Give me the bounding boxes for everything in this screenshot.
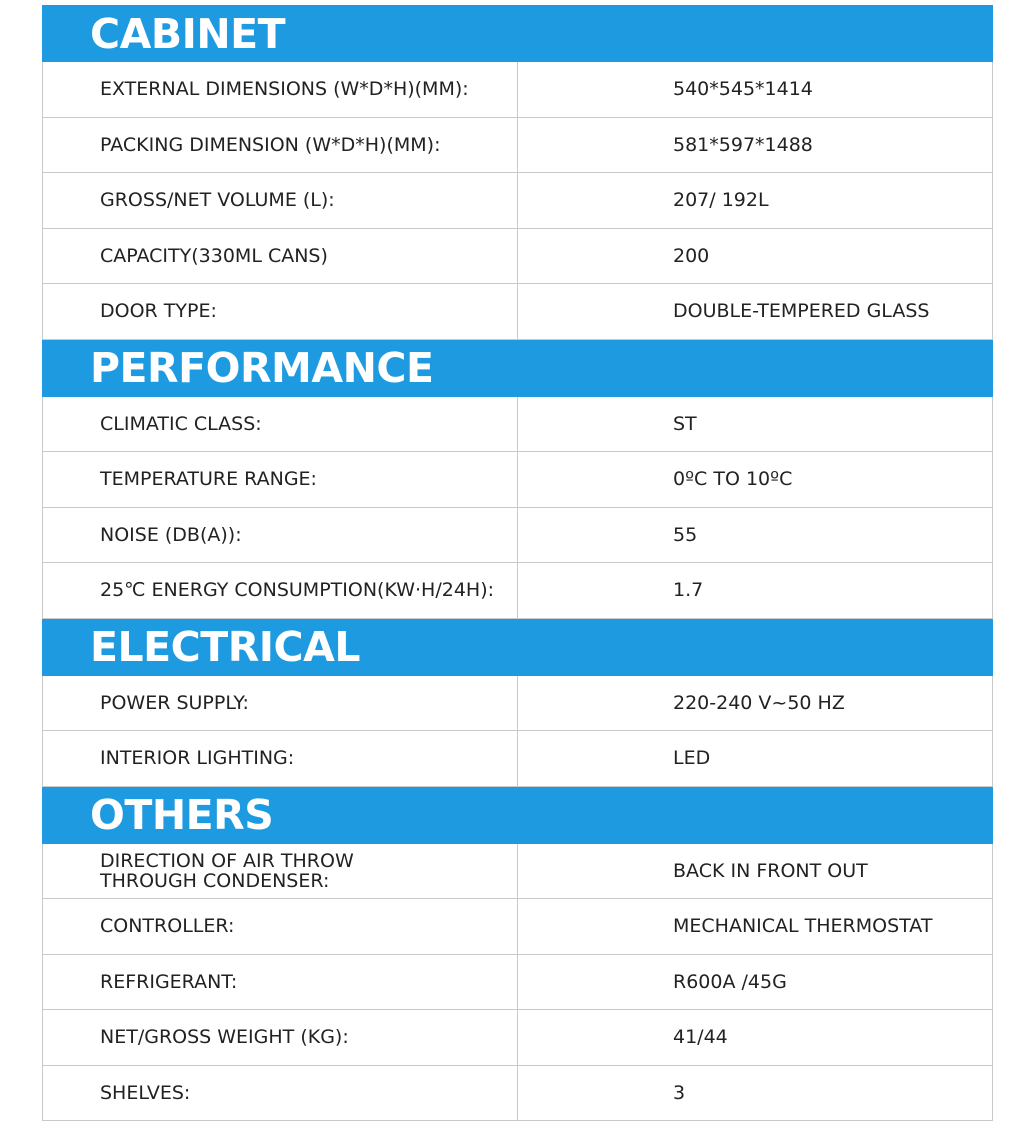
spec-value: 200 bbox=[673, 244, 710, 267]
spec-value: 0ºC TO 10ºC bbox=[673, 468, 793, 491]
spec-row bbox=[42, 844, 993, 900]
spec-label: CLIMATIC CLASS: bbox=[43, 397, 518, 452]
section-header-electrical: ELECTRICAL bbox=[42, 619, 993, 676]
spec-row bbox=[42, 899, 993, 955]
section-header-performance: PERFORMANCE bbox=[42, 340, 993, 397]
spec-value: 581*597*1488 bbox=[673, 133, 813, 156]
spec-label: 25℃ ENERGY CONSUMPTION(KW·H/24H): bbox=[43, 563, 518, 618]
spec-label: SHELVES: bbox=[43, 1066, 518, 1121]
spec-row bbox=[42, 955, 993, 1011]
spec-value: 41/44 bbox=[673, 1026, 728, 1049]
spec-label: NET/GROSS WEIGHT (KG): bbox=[43, 1010, 518, 1065]
spec-label: GROSS/NET VOLUME (L): bbox=[43, 173, 518, 228]
spec-row bbox=[42, 173, 993, 229]
spec-row bbox=[42, 452, 993, 508]
spec-value: 55 bbox=[673, 523, 698, 546]
spec-row bbox=[42, 563, 993, 619]
spec-row bbox=[42, 229, 993, 285]
spec-value: ST bbox=[673, 412, 697, 435]
spec-row bbox=[42, 62, 993, 118]
spec-value: 220-240 V~50 HZ bbox=[673, 691, 845, 714]
spec-sheet bbox=[42, 5, 993, 1121]
spec-label: EXTERNAL DIMENSIONS (W*D*H)(MM): bbox=[43, 62, 518, 117]
spec-label: REFRIGERANT: bbox=[43, 955, 518, 1010]
spec-value: 207/ 192L bbox=[673, 189, 769, 212]
spec-label: PACKING DIMENSION (W*D*H)(MM): bbox=[43, 118, 518, 173]
spec-row bbox=[42, 118, 993, 174]
spec-value: R600A /45G bbox=[673, 970, 787, 993]
spec-value: 540*545*1414 bbox=[673, 78, 813, 101]
spec-row bbox=[42, 508, 993, 564]
spec-row bbox=[42, 397, 993, 453]
spec-label: INTERIOR LIGHTING: bbox=[43, 731, 518, 786]
section-header-cabinet: CABINET bbox=[42, 5, 993, 62]
spec-value: LED bbox=[673, 747, 711, 770]
spec-row bbox=[42, 1010, 993, 1066]
spec-label: DIRECTION OF AIR THROW THROUGH CONDENSER: bbox=[43, 844, 518, 899]
section-header-others: OTHERS bbox=[42, 787, 993, 844]
spec-row bbox=[42, 1066, 993, 1122]
spec-row bbox=[42, 284, 993, 340]
spec-label: NOISE (DB(A)): bbox=[43, 508, 518, 563]
spec-label: TEMPERATURE RANGE: bbox=[43, 452, 518, 507]
spec-label: POWER SUPPLY: bbox=[43, 676, 518, 731]
spec-row bbox=[42, 676, 993, 732]
spec-value: MECHANICAL THERMOSTAT bbox=[673, 915, 933, 938]
spec-value: BACK IN FRONT OUT bbox=[673, 859, 868, 882]
spec-value: 1.7 bbox=[673, 579, 704, 602]
spec-row bbox=[42, 731, 993, 787]
spec-value: DOUBLE-TEMPERED GLASS bbox=[673, 300, 930, 323]
spec-label: CAPACITY(330ML CANS) bbox=[43, 229, 518, 284]
spec-value: 3 bbox=[673, 1081, 686, 1104]
spec-label: DOOR TYPE: bbox=[43, 284, 518, 339]
spec-label: CONTROLLER: bbox=[43, 899, 518, 954]
